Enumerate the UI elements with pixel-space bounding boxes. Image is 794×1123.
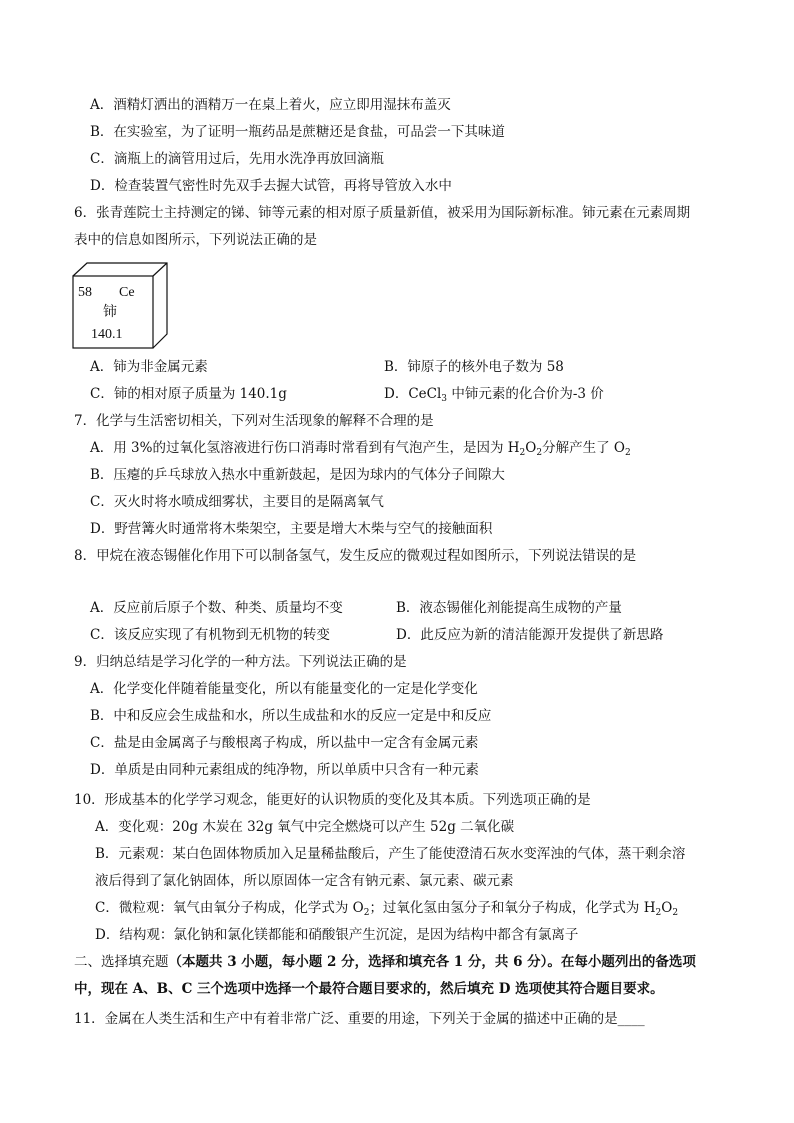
q5-option-b: B．在实验室，为了证明一瓶药品是蔗糖还是食盐，可品尝一下其味道 [90, 124, 505, 140]
q10-option-a: A．变化观：20g 木炭在 32g 氧气中完全燃烧可以产生 52g 二氧化碳 [95, 819, 515, 835]
q5-option-d: D．检查装置气密性时先双手去握大试管，再将导管放入水中 [90, 178, 452, 194]
q10-option-b-line1: B．元素观：某白色固体物质加入足量稀盐酸后，产生了能使澄清石灰水变浑浊的气体，蒸干剩余溶 [95, 846, 686, 862]
q10-option-d: D．结构观：氯化钠和氯化镁都能和硝酸银产生沉淀，是因为结构中都含有氯离子 [95, 927, 579, 943]
section2-instructions: 中，现在 A、B、C 三个选项中选择一个最符合题目要求的，然后填充 D 选项使其符合题目要求。 [74, 981, 664, 997]
section2-header: 二、选择填充题（本题共 3 小题，每小题 2 分，选择和填充各 1 分，共 6 分）。在每小题列出的备选项 [74, 954, 696, 970]
q8-option-c: C．该反应实现了有机物到无机物的转变 [90, 627, 330, 643]
element-tile-figure [72, 262, 172, 350]
q8-stem: 8．甲烷在液态锡催化作用下可以制备氢气，发生反应的微观过程如图所示，下列说法错误的是 [74, 548, 637, 564]
q9-option-a: A．化学变化伴随着能量变化，所以有能量变化的一定是化学变化 [90, 681, 478, 697]
element-atomic-mass: 140.1 [91, 327, 123, 342]
q10-option-c: C．微粒观：氧气由氧分子构成，化学式为 $O_2$；过氧化氢由氢分子和氧分子构成，化学式为 $H_2O_2$ [95, 900, 679, 918]
q7-stem: 7．化学与生活密切相关，下列对生活现象的解释不合理的是 [74, 413, 434, 429]
q6-option-c: C．铈的相对原子质量为 140.1g [90, 386, 287, 402]
q9-option-d: D．单质是由同种元素组成的纯净物，所以单质中只含有一种元素 [90, 762, 479, 778]
element-atomic-number: 58 [78, 285, 92, 300]
q6-option-d: D．CeCl$_3$ 中铈元素的化合价为-3 价 [384, 386, 604, 404]
q9-option-c: C．盐是由金属离子与酸根离子构成，所以盐中一定含有金属元素 [90, 735, 479, 751]
q7-option-d: D．野营篝火时通常将木柴架空，主要是增大木柴与空气的接触面积 [90, 521, 493, 537]
q6-stem-line2: 表中的信息如图所示，下列说法正确的是 [74, 232, 317, 248]
q9-stem: 9．归纳总结是学习化学的一种方法。下列说法正确的是 [74, 654, 407, 670]
element-name: 铈 [103, 305, 117, 320]
q8-option-d: D．此反应为新的清洁能源开发提供了新思路 [396, 627, 664, 643]
q5-option-c: C．滴瓶上的滴管用过后，先用水洗净再放回滴瓶 [90, 151, 384, 167]
q10-stem: 10．形成基本的化学学习观念，能更好的认识物质的变化及其本质。下列选项正确的是 [74, 792, 591, 808]
q7-option-b: B．压瘪的乒乓球放入热水中重新鼓起，是因为球内的气体分子间隙大 [90, 467, 505, 483]
q6-option-b: B．铈原子的核外电子数为 58 [384, 359, 564, 375]
q11-stem: 11．金属在人类生活和生产中有着非常广泛、重要的用途，下列关于金属的描述中正确的是____ [74, 1011, 645, 1027]
element-symbol: Ce [119, 285, 135, 300]
q5-option-a: A．酒精灯洒出的酒精万一在桌上着火，应立即用湿抹布盖灭 [90, 97, 451, 113]
q8-option-b: B．液态锡催化剂能提高生成物的产量 [396, 600, 622, 616]
q8-option-a: A．反应前后原子个数、种类、质量均不变 [90, 600, 343, 616]
q9-option-b: B．中和反应会生成盐和水，所以生成盐和水的反应一定是中和反应 [90, 708, 492, 724]
q10-option-b-line2: 液后得到了氯化钠固体，所以原固体一定含有钠元素、氯元素、碳元素 [95, 873, 514, 889]
q7-option-a: A．用 3%的过氧化氢溶液进行伤口消毒时常看到有气泡产生，是因为 $H_2O_2$分解产生了 $O_2$ [90, 440, 631, 458]
q7-option-c: C．灭火时将水喷成细雾状，主要目的是隔离氧气 [90, 494, 384, 510]
q6-stem-line1: 6．张青莲院士主持测定的锑、铈等元素的相对原子质量新值，被采用为国际新标准。铈元素在元素周期 [74, 205, 691, 221]
q6-option-a: A．铈为非金属元素 [90, 359, 208, 375]
